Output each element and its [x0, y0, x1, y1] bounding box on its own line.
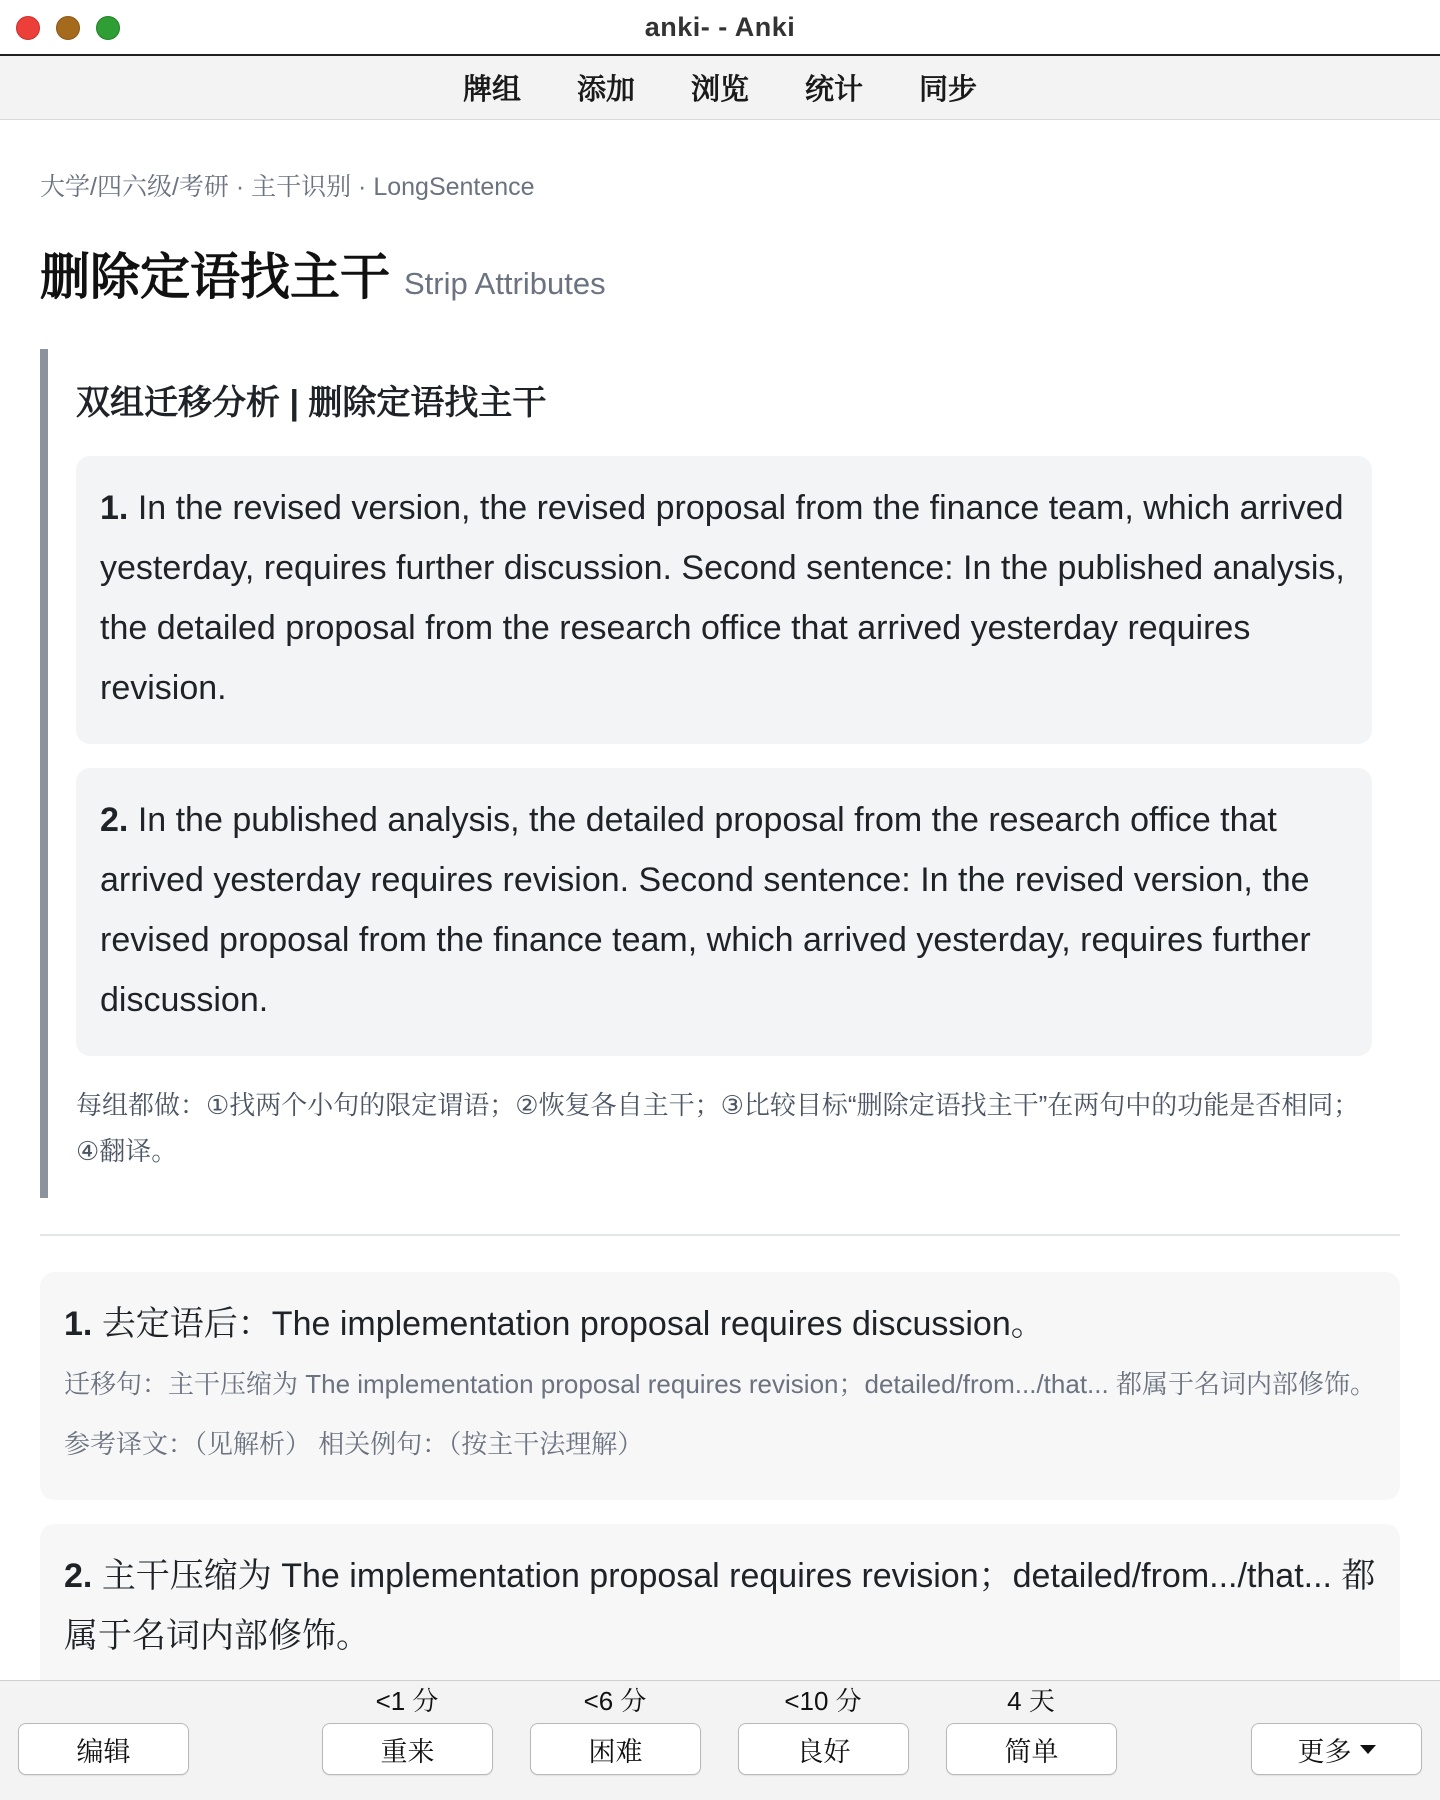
zoom-window-button[interactable]	[96, 16, 120, 40]
good-button[interactable]: 良好	[738, 1723, 909, 1775]
answer-text: 主干压缩为 The implementation proposal requires revision；detailed/from.../that... 都属于名词内部修饰。	[64, 1557, 1376, 1655]
toolbar-sync[interactable]: 同步	[919, 74, 978, 106]
hard-button[interactable]: 困难	[530, 1723, 701, 1775]
sentence-text: In the revised version, the revised proposal from the finance team, which arrived yesterday, requires further discussion. Second sentence: In the published analysis, the detailed proposal from the research office that arrived yesterday requires revision.	[100, 489, 1345, 707]
answer-reference: 参考译文：（见解析） 相关例句：（按主干法理解）	[64, 1429, 644, 1459]
review-bottom-bar	[0, 1680, 1440, 1800]
window-title: anki- - Anki	[644, 11, 796, 42]
analysis-block	[40, 349, 1400, 1198]
sentence-number: 1.	[100, 489, 129, 527]
answer-note: 迁移句：主干压缩为 The implementation proposal requires revision；detailed/from.../that... 都属于名词内部修饰。	[64, 1369, 1376, 1399]
sentence-number: 2.	[100, 801, 129, 839]
minimize-window-button[interactable]	[56, 16, 80, 40]
edit-button[interactable]: 编辑	[18, 1723, 189, 1775]
answer-card	[40, 1524, 1400, 1681]
toolbar-decks[interactable]: 牌组	[462, 74, 521, 106]
title-bar	[0, 0, 1440, 56]
again-button[interactable]: 重来	[322, 1723, 493, 1775]
answer-text: 去定语后：The implementation proposal requires discussion。	[101, 1305, 1045, 1343]
page-subtitle: Strip Attributes	[404, 266, 606, 301]
answer-main	[64, 1546, 1376, 1666]
sentence-text: In the published analysis, the detailed proposal from the research office that arrived yesterday requires revision. Second sentence: In the revised version, the revised proposal from the finance team, which arrived yesterday, requires further discussion.	[100, 801, 1311, 1019]
sentence-card	[76, 456, 1372, 744]
answer-card	[40, 1272, 1400, 1500]
toolbar-add[interactable]: 添加	[576, 74, 635, 106]
hard-interval: <6 分	[583, 1686, 647, 1716]
window-controls	[16, 16, 120, 40]
breadcrumb: 大学/四六级/考研 · 主干识别 · LongSentence	[40, 173, 535, 201]
title-row	[40, 237, 1400, 309]
chevron-down-icon	[1360, 1745, 1376, 1754]
answer-number: 1.	[64, 1305, 93, 1343]
answer-main	[64, 1294, 1376, 1354]
card-content	[0, 121, 1440, 1681]
toolbar-stats[interactable]: 统计	[805, 74, 864, 106]
easy-interval: 4 天	[1007, 1686, 1055, 1716]
good-interval: <10 分	[784, 1686, 862, 1716]
sentence-card	[76, 768, 1372, 1056]
more-label: 更多	[1297, 1736, 1352, 1767]
again-interval: <1 分	[375, 1686, 439, 1716]
main-toolbar	[0, 56, 1440, 120]
toolbar-browse[interactable]: 浏览	[690, 74, 749, 106]
analysis-heading: 双组迁移分析 | 删除定语找主干	[76, 384, 547, 422]
easy-button[interactable]: 简单	[946, 1723, 1117, 1775]
page-title: 删除定语找主干	[40, 249, 390, 305]
more-button[interactable]	[1251, 1723, 1422, 1775]
task-note: 每组都做：①找两个小句的限定谓语；②恢复各自主干；③比较目标“删除定语找主干”在两句中的功能是否相同；④翻译。	[76, 1090, 1360, 1166]
divider	[40, 1234, 1400, 1236]
answer-number: 2.	[64, 1557, 93, 1595]
close-window-button[interactable]	[16, 16, 40, 40]
